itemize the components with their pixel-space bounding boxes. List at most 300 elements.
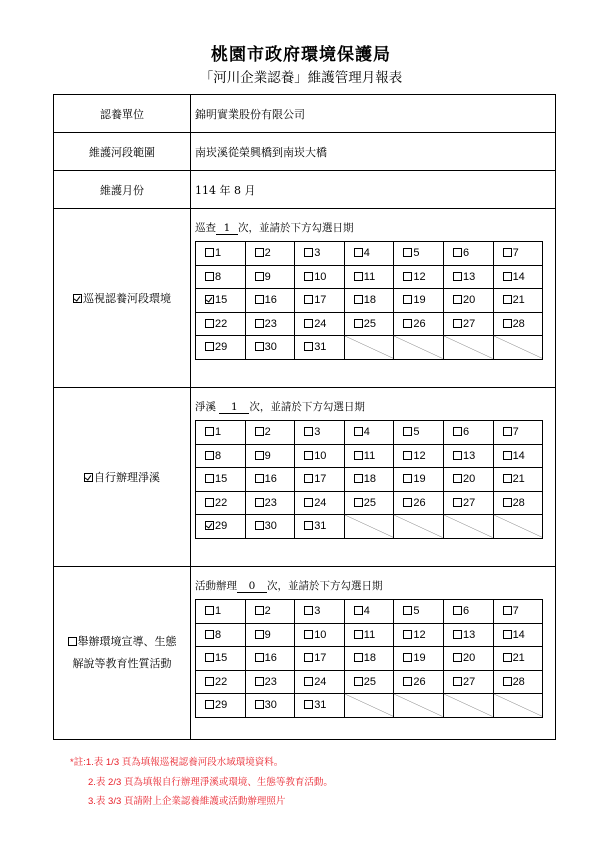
date-checkbox[interactable] bbox=[255, 319, 264, 328]
date-checkbox[interactable] bbox=[255, 272, 264, 281]
date-cell-1[interactable] bbox=[196, 421, 246, 445]
date-cell-10[interactable] bbox=[295, 623, 345, 647]
date-label: 28 bbox=[512, 675, 525, 688]
date-cell-19[interactable] bbox=[394, 647, 444, 671]
date-cell-19[interactable] bbox=[394, 289, 444, 313]
date-checkbox[interactable] bbox=[304, 630, 313, 639]
empty-cell bbox=[344, 336, 394, 360]
date-cell-30[interactable] bbox=[245, 336, 295, 360]
date-checkbox[interactable] bbox=[354, 427, 363, 436]
date-row bbox=[196, 444, 543, 468]
date-checkbox[interactable] bbox=[354, 606, 363, 615]
date-cell-3[interactable] bbox=[295, 600, 345, 624]
strike-line bbox=[494, 515, 543, 538]
date-label: 18 bbox=[363, 294, 377, 307]
form-subtitle: 「河川企業認養」維護管理月報表 bbox=[199, 70, 403, 86]
date-checkbox[interactable] bbox=[503, 606, 512, 615]
date-checkbox[interactable] bbox=[255, 677, 264, 686]
date-checkbox[interactable] bbox=[304, 606, 313, 615]
date-checkbox[interactable] bbox=[304, 427, 313, 436]
education-checkbox[interactable] bbox=[68, 637, 77, 646]
date-label: 1 bbox=[215, 605, 222, 618]
date-checkbox[interactable] bbox=[255, 630, 264, 639]
date-label: 8 bbox=[215, 628, 222, 641]
date-label: 14 bbox=[512, 270, 525, 283]
date-cell-3[interactable] bbox=[295, 242, 345, 266]
education-count[interactable]: 0 bbox=[237, 580, 267, 593]
date-cell-9[interactable] bbox=[245, 444, 295, 468]
date-cell-13[interactable] bbox=[443, 265, 493, 289]
date-label: 25 bbox=[363, 496, 377, 509]
education-date-grid bbox=[195, 599, 543, 718]
date-label: 29 bbox=[215, 341, 228, 354]
patrol-date-grid bbox=[195, 241, 543, 360]
date-checkbox[interactable] bbox=[304, 248, 313, 257]
date-checkbox[interactable] bbox=[503, 498, 512, 507]
date-cell-6[interactable] bbox=[443, 600, 493, 624]
date-checkbox[interactable] bbox=[403, 677, 412, 686]
date-label: 10 bbox=[314, 628, 327, 641]
date-label: 19 bbox=[413, 473, 426, 486]
date-checkbox[interactable] bbox=[354, 248, 363, 257]
date-cell-6[interactable] bbox=[443, 242, 493, 266]
patrol-checkbox[interactable] bbox=[73, 294, 82, 303]
date-checkbox[interactable] bbox=[403, 606, 412, 615]
date-checkbox[interactable] bbox=[205, 427, 214, 436]
date-checkbox[interactable] bbox=[205, 498, 214, 507]
date-checkbox[interactable] bbox=[205, 474, 214, 483]
date-checkbox[interactable] bbox=[255, 521, 264, 530]
strike-line bbox=[494, 336, 543, 359]
date-cell-24[interactable] bbox=[295, 670, 345, 694]
date-cell-31[interactable] bbox=[295, 515, 345, 539]
date-checkbox[interactable] bbox=[255, 474, 264, 483]
date-cell-24[interactable] bbox=[295, 312, 345, 336]
date-label: 24 bbox=[314, 496, 327, 509]
date-cell-16[interactable] bbox=[245, 647, 295, 671]
date-label: 5 bbox=[413, 605, 420, 618]
date-cell-4[interactable] bbox=[344, 600, 394, 624]
date-cell-29[interactable] bbox=[196, 694, 246, 718]
date-checkbox[interactable] bbox=[255, 498, 264, 507]
date-checkbox[interactable] bbox=[403, 248, 412, 257]
date-cell-22[interactable] bbox=[196, 312, 246, 336]
strike-line bbox=[444, 694, 493, 717]
date-label: 14 bbox=[512, 628, 525, 641]
date-label: 31 bbox=[314, 341, 327, 354]
date-cell-18[interactable] bbox=[344, 289, 394, 313]
date-label: 22 bbox=[215, 496, 228, 509]
date-cell-7[interactable] bbox=[493, 421, 543, 445]
date-checkbox[interactable] bbox=[453, 677, 462, 686]
date-cell-19[interactable] bbox=[394, 468, 444, 492]
date-checkbox[interactable] bbox=[403, 451, 412, 460]
date-checkbox[interactable] bbox=[304, 451, 313, 460]
date-checkbox[interactable] bbox=[453, 319, 462, 328]
date-cell-8[interactable] bbox=[196, 444, 246, 468]
section-cleanup bbox=[54, 388, 555, 567]
date-cell-5[interactable] bbox=[394, 421, 444, 445]
date-cell-25[interactable] bbox=[344, 312, 394, 336]
date-cell-26[interactable] bbox=[394, 670, 444, 694]
date-label: 25 bbox=[363, 675, 377, 688]
date-checkbox[interactable] bbox=[255, 427, 264, 436]
date-cell-21[interactable] bbox=[493, 289, 543, 313]
date-label: 13 bbox=[462, 270, 476, 283]
date-label: 15 bbox=[215, 294, 228, 307]
date-label: 18 bbox=[363, 652, 377, 665]
date-checkbox[interactable] bbox=[304, 498, 313, 507]
date-checkbox[interactable] bbox=[503, 677, 512, 686]
date-checkbox[interactable] bbox=[205, 451, 214, 460]
date-cell-24[interactable] bbox=[295, 491, 345, 515]
date-cell-5[interactable] bbox=[394, 242, 444, 266]
note-2: 2.表 2/3 頁為填報自行辦理淨溪或環境、生態等教育活動。 bbox=[88, 777, 333, 788]
date-row bbox=[196, 623, 543, 647]
date-label: 12 bbox=[413, 628, 426, 641]
date-checkbox[interactable] bbox=[255, 653, 264, 662]
date-label: 18 bbox=[363, 473, 377, 486]
cleanup-count[interactable]: 1 bbox=[219, 401, 249, 414]
date-cell-29[interactable] bbox=[196, 336, 246, 360]
date-cell-10[interactable] bbox=[295, 265, 345, 289]
date-checkbox[interactable] bbox=[453, 248, 462, 257]
date-label: 16 bbox=[264, 473, 277, 486]
date-cell-13[interactable] bbox=[443, 623, 493, 647]
date-checkbox[interactable] bbox=[403, 319, 412, 328]
date-label: 11 bbox=[363, 628, 376, 641]
patrol-count[interactable]: 1 bbox=[216, 222, 238, 235]
date-label: 23 bbox=[264, 675, 277, 688]
info-row-range bbox=[54, 133, 555, 171]
date-label: 9 bbox=[264, 628, 271, 641]
date-label: 10 bbox=[314, 449, 327, 462]
date-checkbox[interactable] bbox=[503, 272, 512, 281]
date-label: 23 bbox=[264, 317, 277, 330]
date-cell-17[interactable] bbox=[295, 647, 345, 671]
strike-line bbox=[394, 515, 443, 538]
date-label: 12 bbox=[413, 270, 426, 283]
date-label: 30 bbox=[264, 699, 277, 712]
date-cell-5[interactable] bbox=[394, 600, 444, 624]
date-checkbox[interactable] bbox=[205, 248, 214, 257]
range-value: 南崁溪從榮興橋到南崁大橋 bbox=[195, 145, 327, 159]
date-cell-18[interactable] bbox=[344, 468, 394, 492]
empty-cell bbox=[493, 515, 543, 539]
date-cell-12[interactable] bbox=[394, 623, 444, 647]
date-label: 1 bbox=[215, 247, 222, 260]
date-label: 17 bbox=[314, 294, 327, 307]
date-cell-8[interactable] bbox=[196, 265, 246, 289]
date-checkbox[interactable] bbox=[453, 272, 462, 281]
date-row bbox=[196, 694, 543, 718]
date-cell-11[interactable] bbox=[344, 623, 394, 647]
date-cell-15[interactable] bbox=[196, 468, 246, 492]
date-row bbox=[196, 336, 543, 360]
date-cell-23[interactable] bbox=[245, 491, 295, 515]
date-cell-25[interactable] bbox=[344, 491, 394, 515]
date-label: 20 bbox=[462, 473, 476, 486]
date-cell-25[interactable] bbox=[344, 670, 394, 694]
date-checkbox[interactable] bbox=[403, 427, 412, 436]
date-cell-11[interactable] bbox=[344, 444, 394, 468]
date-label: 10 bbox=[314, 270, 327, 283]
date-label: 7 bbox=[512, 247, 519, 260]
date-label: 15 bbox=[215, 473, 228, 486]
strike-line bbox=[444, 336, 493, 359]
report-form bbox=[53, 94, 556, 740]
date-checkbox[interactable] bbox=[354, 653, 363, 662]
date-label: 6 bbox=[462, 426, 470, 439]
date-label: 15 bbox=[215, 652, 228, 665]
month-label: 維護月份 bbox=[54, 171, 191, 208]
date-checkbox[interactable] bbox=[354, 474, 363, 483]
date-cell-31[interactable] bbox=[295, 694, 345, 718]
empty-cell bbox=[493, 694, 543, 718]
date-cell-17[interactable] bbox=[295, 289, 345, 313]
date-cell-14[interactable] bbox=[493, 265, 543, 289]
date-cell-20[interactable] bbox=[443, 468, 493, 492]
page-title: 桃園市政府環境保護局 bbox=[211, 45, 391, 65]
date-cell-27[interactable] bbox=[443, 312, 493, 336]
date-checkbox[interactable] bbox=[403, 653, 412, 662]
strike-line bbox=[345, 515, 394, 538]
date-checkbox[interactable] bbox=[205, 521, 214, 530]
date-cell-2[interactable] bbox=[245, 600, 295, 624]
date-label: 8 bbox=[215, 449, 222, 462]
date-label: 30 bbox=[264, 341, 277, 354]
date-cell-3[interactable] bbox=[295, 421, 345, 445]
date-label: 22 bbox=[215, 675, 228, 688]
date-cell-27[interactable] bbox=[443, 670, 493, 694]
date-checkbox[interactable] bbox=[304, 319, 313, 328]
date-cell-28[interactable] bbox=[493, 670, 543, 694]
date-cell-29[interactable] bbox=[196, 515, 246, 539]
date-cell-30[interactable] bbox=[245, 515, 295, 539]
date-checkbox[interactable] bbox=[503, 248, 512, 257]
date-checkbox[interactable] bbox=[205, 319, 214, 328]
date-checkbox[interactable] bbox=[304, 521, 313, 530]
date-checkbox[interactable] bbox=[304, 700, 313, 709]
date-label: 12 bbox=[413, 449, 426, 462]
range-label: 維護河段範圍 bbox=[54, 133, 191, 170]
date-cell-7[interactable] bbox=[493, 242, 543, 266]
date-cell-16[interactable] bbox=[245, 468, 295, 492]
date-cell-10[interactable] bbox=[295, 444, 345, 468]
date-cell-12[interactable] bbox=[394, 265, 444, 289]
date-checkbox[interactable] bbox=[403, 272, 412, 281]
date-checkbox[interactable] bbox=[205, 653, 214, 662]
date-cell-26[interactable] bbox=[394, 312, 444, 336]
date-label: 5 bbox=[413, 247, 420, 260]
date-checkbox[interactable] bbox=[255, 451, 264, 460]
date-label: 2 bbox=[264, 426, 271, 439]
date-cell-23[interactable] bbox=[245, 670, 295, 694]
strike-line bbox=[394, 336, 443, 359]
date-checkbox[interactable] bbox=[354, 272, 363, 281]
date-checkbox[interactable] bbox=[354, 451, 363, 460]
date-checkbox[interactable] bbox=[255, 606, 264, 615]
date-checkbox[interactable] bbox=[503, 427, 512, 436]
date-checkbox[interactable] bbox=[304, 272, 313, 281]
date-cell-6[interactable] bbox=[443, 421, 493, 445]
date-checkbox[interactable] bbox=[503, 451, 512, 460]
note-1: *註:1.表 1/3 頁為填報巡視認養河段水域環境資料。 bbox=[70, 757, 284, 768]
date-cell-9[interactable] bbox=[245, 265, 295, 289]
date-cell-11[interactable] bbox=[344, 265, 394, 289]
strike-line bbox=[394, 694, 443, 717]
date-row bbox=[196, 647, 543, 671]
date-cell-28[interactable] bbox=[493, 312, 543, 336]
empty-cell bbox=[443, 515, 493, 539]
date-cell-18[interactable] bbox=[344, 647, 394, 671]
info-row-month bbox=[54, 171, 555, 209]
date-label: 20 bbox=[462, 652, 476, 665]
month-value: 114 年 8 月 bbox=[195, 183, 256, 197]
date-row bbox=[196, 289, 543, 313]
date-label: 3 bbox=[314, 605, 321, 618]
date-cell-7[interactable] bbox=[493, 600, 543, 624]
date-checkbox[interactable] bbox=[354, 319, 363, 328]
date-checkbox[interactable] bbox=[205, 630, 214, 639]
date-cell-1[interactable] bbox=[196, 242, 246, 266]
date-checkbox[interactable] bbox=[304, 653, 313, 662]
date-row bbox=[196, 421, 543, 445]
date-checkbox[interactable] bbox=[304, 474, 313, 483]
date-label: 22 bbox=[215, 317, 228, 330]
date-label: 8 bbox=[215, 270, 222, 283]
date-row bbox=[196, 468, 543, 492]
date-checkbox[interactable] bbox=[354, 630, 363, 639]
date-cell-14[interactable] bbox=[493, 444, 543, 468]
date-label: 19 bbox=[413, 652, 426, 665]
date-label: 27 bbox=[462, 317, 476, 330]
date-checkbox[interactable] bbox=[403, 474, 412, 483]
date-checkbox[interactable] bbox=[354, 498, 363, 507]
patrol-instruction: 巡查 1 次，並請於下方勾選日期 bbox=[195, 222, 354, 234]
date-cell-30[interactable] bbox=[245, 694, 295, 718]
date-label: 4 bbox=[363, 605, 370, 618]
date-checkbox[interactable] bbox=[255, 700, 264, 709]
date-label: 6 bbox=[462, 605, 470, 618]
education-label: 舉辦環境宣導、生態 解說等教育性質活動 bbox=[54, 567, 191, 739]
date-cell-16[interactable] bbox=[245, 289, 295, 313]
date-cell-27[interactable] bbox=[443, 491, 493, 515]
empty-cell bbox=[443, 336, 493, 360]
date-cell-12[interactable] bbox=[394, 444, 444, 468]
date-checkbox[interactable] bbox=[354, 295, 363, 304]
date-row bbox=[196, 265, 543, 289]
date-cell-2[interactable] bbox=[245, 421, 295, 445]
date-label: 31 bbox=[314, 520, 327, 533]
date-label: 21 bbox=[512, 652, 525, 665]
date-cell-2[interactable] bbox=[245, 242, 295, 266]
date-cell-8[interactable] bbox=[196, 623, 246, 647]
date-checkbox[interactable] bbox=[304, 295, 313, 304]
date-cell-23[interactable] bbox=[245, 312, 295, 336]
date-checkbox[interactable] bbox=[453, 498, 462, 507]
date-checkbox[interactable] bbox=[453, 427, 462, 436]
date-cell-15[interactable] bbox=[196, 289, 246, 313]
date-cell-22[interactable] bbox=[196, 670, 246, 694]
date-cell-13[interactable] bbox=[443, 444, 493, 468]
date-label: 24 bbox=[314, 317, 327, 330]
date-cell-9[interactable] bbox=[245, 623, 295, 647]
date-checkbox[interactable] bbox=[453, 474, 462, 483]
date-checkbox[interactable] bbox=[304, 677, 313, 686]
info-row-unit bbox=[54, 95, 555, 133]
date-cell-1[interactable] bbox=[196, 600, 246, 624]
date-checkbox[interactable] bbox=[453, 295, 462, 304]
date-checkbox[interactable] bbox=[403, 295, 412, 304]
date-checkbox[interactable] bbox=[403, 630, 412, 639]
date-cell-28[interactable] bbox=[493, 491, 543, 515]
date-checkbox[interactable] bbox=[503, 474, 512, 483]
cleanup-checkbox[interactable] bbox=[84, 473, 93, 482]
date-label: 4 bbox=[363, 247, 370, 260]
date-checkbox[interactable] bbox=[205, 342, 214, 351]
date-checkbox[interactable] bbox=[304, 342, 313, 351]
date-checkbox[interactable] bbox=[403, 498, 412, 507]
date-checkbox[interactable] bbox=[205, 677, 214, 686]
date-cell-21[interactable] bbox=[493, 468, 543, 492]
date-cell-22[interactable] bbox=[196, 491, 246, 515]
date-checkbox[interactable] bbox=[453, 630, 462, 639]
date-checkbox[interactable] bbox=[503, 630, 512, 639]
date-checkbox[interactable] bbox=[255, 295, 264, 304]
date-checkbox[interactable] bbox=[503, 319, 512, 328]
date-checkbox[interactable] bbox=[453, 451, 462, 460]
date-cell-4[interactable] bbox=[344, 242, 394, 266]
date-row bbox=[196, 491, 543, 515]
date-label: 27 bbox=[462, 496, 476, 509]
date-label: 13 bbox=[462, 449, 476, 462]
date-cell-21[interactable] bbox=[493, 647, 543, 671]
date-cell-15[interactable] bbox=[196, 647, 246, 671]
date-label: 25 bbox=[363, 317, 377, 330]
date-label: 24 bbox=[314, 675, 327, 688]
date-cell-4[interactable] bbox=[344, 421, 394, 445]
date-checkbox[interactable] bbox=[205, 295, 214, 304]
date-checkbox[interactable] bbox=[354, 677, 363, 686]
date-cell-26[interactable] bbox=[394, 491, 444, 515]
date-label: 26 bbox=[413, 496, 426, 509]
date-cell-20[interactable] bbox=[443, 289, 493, 313]
date-cell-14[interactable] bbox=[493, 623, 543, 647]
patrol-label: 巡視認養河段環境 bbox=[54, 209, 191, 387]
date-cell-17[interactable] bbox=[295, 468, 345, 492]
date-checkbox[interactable] bbox=[453, 606, 462, 615]
date-checkbox[interactable] bbox=[255, 248, 264, 257]
date-checkbox[interactable] bbox=[503, 653, 512, 662]
date-checkbox[interactable] bbox=[255, 342, 264, 351]
date-label: 17 bbox=[314, 652, 327, 665]
date-label: 7 bbox=[512, 605, 519, 618]
date-label: 1 bbox=[215, 426, 222, 439]
date-checkbox[interactable] bbox=[453, 653, 462, 662]
date-label: 16 bbox=[264, 652, 277, 665]
date-cell-31[interactable] bbox=[295, 336, 345, 360]
date-row bbox=[196, 670, 543, 694]
date-label: 13 bbox=[462, 628, 476, 641]
date-checkbox[interactable] bbox=[503, 295, 512, 304]
education-instruction: 活動辦理 0 次，並請於下方勾選日期 bbox=[195, 580, 383, 592]
date-checkbox[interactable] bbox=[205, 272, 214, 281]
cleanup-date-grid bbox=[195, 420, 543, 539]
date-checkbox[interactable] bbox=[205, 700, 214, 709]
date-cell-20[interactable] bbox=[443, 647, 493, 671]
date-checkbox[interactable] bbox=[205, 606, 214, 615]
